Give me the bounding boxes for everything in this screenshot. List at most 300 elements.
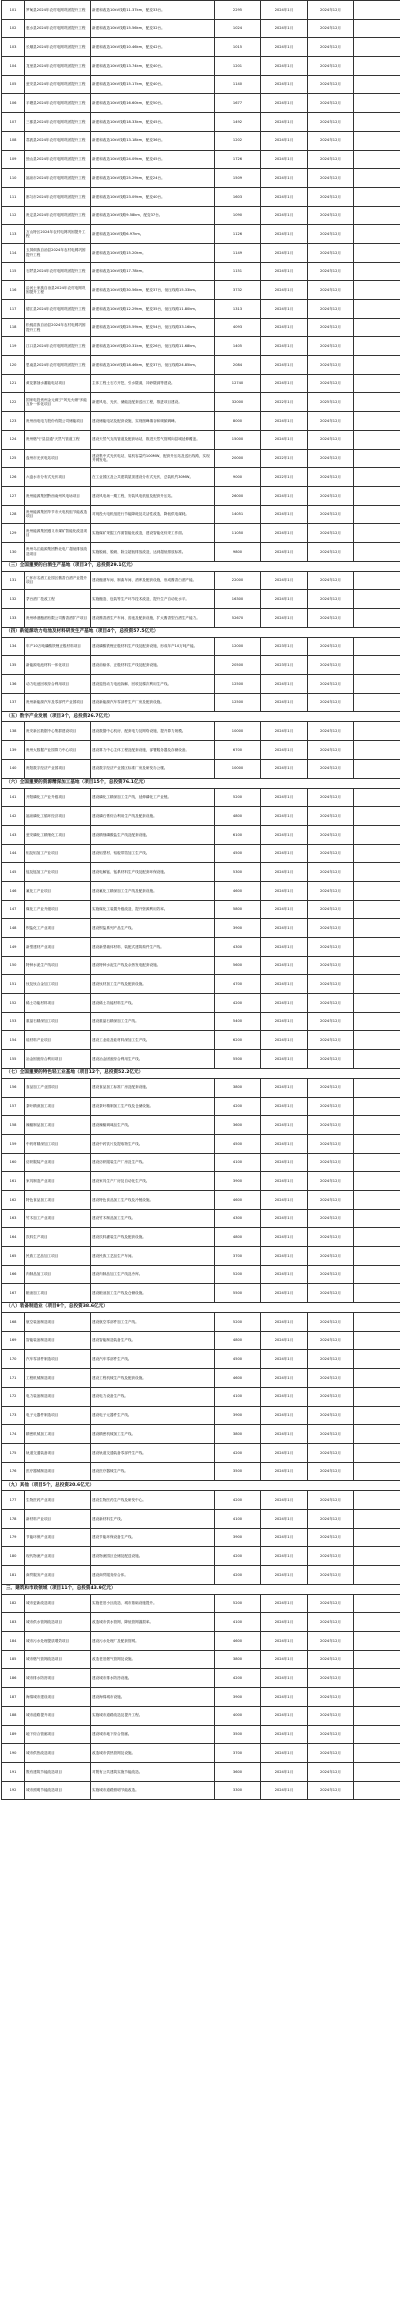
investment-cell: 1151 — [215, 262, 261, 281]
table-row — [2, 57, 400, 76]
row-number-cell: 113 — [2, 225, 25, 244]
end-date-cell: 2024年12月 — [308, 1509, 354, 1528]
section-title: （四）新能源动力电池及材料研发生产基地（项目4个，总投资57.5亿元） — [2, 627, 400, 637]
investment-cell: 3732 — [215, 281, 261, 300]
row-number-cell: 133 — [2, 609, 25, 628]
table-row — [2, 300, 400, 319]
row-number-cell: 189 — [2, 1725, 25, 1744]
row-number-cell: 178 — [2, 1509, 25, 1528]
responsible-unit-cell — [354, 1350, 400, 1369]
construction-content-cell: 建设物流园区仓储及配送设施。 — [91, 1547, 215, 1566]
section-header-row — [2, 778, 400, 788]
investment-cell: 5500 — [215, 1284, 261, 1303]
start-date-cell: 2024年1月 — [261, 609, 308, 628]
row-number-cell: 114 — [2, 243, 25, 262]
construction-content-cell: 建设钛材加工生产线及配套设施。 — [91, 975, 215, 994]
investment-cell: 15000 — [215, 430, 261, 449]
construction-content-cell: 建设储能电站及配套设施，实现削峰填谷和调频调峰。 — [91, 412, 215, 431]
end-date-cell: 2024年12月 — [308, 243, 354, 262]
investment-cell: 5200 — [215, 1265, 261, 1284]
responsible-unit-cell — [354, 994, 400, 1013]
end-date-cell: 2024年12月 — [308, 1528, 354, 1547]
construction-content-cell: 建设数字经济产业园区标准厂房及研发办公楼。 — [91, 759, 215, 778]
investment-cell: 4200 — [215, 1669, 261, 1688]
section-header-row — [2, 1584, 400, 1594]
row-number-cell: 163 — [2, 1209, 25, 1228]
end-date-cell: 2024年12月 — [308, 505, 354, 524]
construction-content-cell: 新建和改造10kV线路9.58km，配变37台。 — [91, 206, 215, 225]
end-date-cell: 2024年12月 — [308, 1491, 354, 1510]
table-row — [2, 393, 400, 412]
project-name-cell: 工程机械制造项目 — [25, 1369, 91, 1388]
project-name-cell: 瓮安县2024年农村电网巩固提升工程 — [25, 75, 91, 94]
project-name-cell: 贵州燃气"县县通"天然气管道工程 — [25, 430, 91, 449]
start-date-cell: 2024年1月 — [261, 1632, 308, 1651]
end-date-cell: 2024年12月 — [308, 38, 354, 57]
row-number-cell: 173 — [2, 1406, 25, 1425]
project-name-cell: 城市更新改造项目 — [25, 1594, 91, 1613]
start-date-cell: 2024年1月 — [261, 542, 308, 561]
row-number-cell: 101 — [2, 1, 25, 20]
project-table-page — [1, 0, 399, 1800]
table-row — [2, 975, 400, 994]
project-name-cell: 精密机械加工项目 — [25, 1425, 91, 1444]
start-date-cell: 2024年1月 — [261, 1350, 308, 1369]
project-name-cell: 石阡县2024年农村电网巩固提升工程 — [25, 262, 91, 281]
project-name-cell: 城市照明节能改造项目 — [25, 1781, 91, 1800]
row-number-cell: 172 — [2, 1387, 25, 1406]
section-header-row — [2, 712, 400, 722]
row-number-cell: 166 — [2, 1265, 25, 1284]
project-name-cell: 开阳磷化工产业升级项目 — [25, 788, 91, 807]
row-number-cell: 115 — [2, 262, 25, 281]
responsible-unit-cell — [354, 825, 400, 844]
construction-content-cell: 建设汽车零部件生产线。 — [91, 1350, 215, 1369]
responsible-unit-cell — [354, 1613, 400, 1632]
table-row — [2, 1706, 400, 1725]
end-date-cell: 2024年12月 — [308, 656, 354, 675]
end-date-cell: 2024年12月 — [308, 825, 354, 844]
start-date-cell: 2024年1月 — [261, 486, 308, 505]
project-name-cell: 节能环保产业项目 — [25, 1528, 91, 1547]
investment-cell: 5500 — [215, 1050, 261, 1069]
table-row — [2, 938, 400, 957]
project-name-cell: 特色食品加工项目 — [25, 1190, 91, 1209]
investment-cell: 1149 — [215, 243, 261, 262]
row-number-cell: 155 — [2, 1050, 25, 1069]
table-row — [2, 656, 400, 675]
row-number-cell: 134 — [2, 637, 25, 656]
construction-content-cell: 建设中药饮片及提取物生产线。 — [91, 1134, 215, 1153]
row-number-cell: 110 — [2, 169, 25, 188]
start-date-cell: 2024年1月 — [261, 1012, 308, 1031]
responsible-unit-cell — [354, 1744, 400, 1763]
investment-cell: 3500 — [215, 1725, 261, 1744]
table-row — [2, 807, 400, 826]
project-name-cell: 纺织服装产业项目 — [25, 1153, 91, 1172]
start-date-cell: 2024年1月 — [261, 881, 308, 900]
responsible-unit-cell — [354, 609, 400, 628]
investment-cell: 1509 — [215, 169, 261, 188]
construction-content-cell: 新建和改造10kV线路20.31km，配变26台，低压线路11.68km。 — [91, 337, 215, 356]
table-row — [2, 1265, 400, 1284]
table-row — [2, 881, 400, 900]
responsible-unit-cell — [354, 975, 400, 994]
table-row — [2, 505, 400, 524]
project-name-cell: 城市供水管网改造项目 — [25, 1613, 91, 1632]
row-number-cell: 144 — [2, 844, 25, 863]
project-name-cell: 重晶石精深加工项目 — [25, 1012, 91, 1031]
row-number-cell: 157 — [2, 1097, 25, 1116]
start-date-cell: 2024年1月 — [261, 206, 308, 225]
investment-cell: 4200 — [215, 1547, 261, 1566]
project-name-cell: 冶金固废综合利用项目 — [25, 1050, 91, 1069]
end-date-cell: 2024年12月 — [308, 1209, 354, 1228]
project-name-cell: 思南县2024年农村电网巩固提升工程 — [25, 356, 91, 375]
construction-content-cell: 建设节能环保设备生产线。 — [91, 1528, 215, 1547]
start-date-cell: 2024年1月 — [261, 571, 308, 590]
investment-cell: 4200 — [215, 994, 261, 1013]
construction-content-cell: 建设新型墙体材料、装配式建筑构件生产线。 — [91, 938, 215, 957]
construction-content-cell: 新建和改造10kV线路15.20km。 — [91, 243, 215, 262]
project-name-cell: 煤化工产业升级项目 — [25, 900, 91, 919]
investment-cell: 4200 — [215, 1443, 261, 1462]
responsible-unit-cell — [354, 38, 400, 57]
investment-cell: 5200 — [215, 1313, 261, 1332]
start-date-cell: 2024年1月 — [261, 412, 308, 431]
project-name-cell: 新能源电池材料一体化项目 — [25, 656, 91, 675]
investment-cell: 5200 — [215, 1594, 261, 1613]
responsible-unit-cell — [354, 1078, 400, 1097]
responsible-unit-cell — [354, 1387, 400, 1406]
section-header-row — [2, 561, 400, 571]
construction-content-cell: 建设污水处理厂及配套管网。 — [91, 1632, 215, 1651]
table-row — [2, 1050, 400, 1069]
responsible-unit-cell — [354, 759, 400, 778]
end-date-cell: 2024年12月 — [308, 449, 354, 468]
table-row — [2, 1491, 400, 1510]
construction-content-cell: 新建和改造10kV线路12.29km，配变35台，低压线路11.80km。 — [91, 300, 215, 319]
table-row — [2, 542, 400, 561]
end-date-cell: 2024年12月 — [308, 788, 354, 807]
responsible-unit-cell — [354, 1425, 400, 1444]
responsible-unit-cell — [354, 1688, 400, 1707]
section-header-row — [2, 1303, 400, 1313]
end-date-cell: 2024年12月 — [308, 169, 354, 188]
project-name-cell: 竹木加工产业项目 — [25, 1209, 91, 1228]
row-number-cell: 167 — [2, 1284, 25, 1303]
table-row — [2, 1632, 400, 1651]
investment-cell: 4100 — [215, 1613, 261, 1632]
investment-cell: 2084 — [215, 356, 261, 375]
responsible-unit-cell — [354, 1097, 400, 1116]
row-number-cell: 179 — [2, 1528, 25, 1547]
investment-cell: 12500 — [215, 675, 261, 694]
construction-content-cell: 新建风电、光伏、储能及配套送出工程，推进项目建设。 — [91, 393, 215, 412]
project-name-cell: 城市排水防涝项目 — [25, 1669, 91, 1688]
row-number-cell: 161 — [2, 1172, 25, 1191]
start-date-cell: 2024年1月 — [261, 300, 308, 319]
start-date-cell: 2024年1月 — [261, 131, 308, 150]
start-date-cell: 2024年1月 — [261, 1078, 308, 1097]
row-number-cell: 160 — [2, 1153, 25, 1172]
row-number-cell: 165 — [2, 1247, 25, 1266]
table-row — [2, 1781, 400, 1800]
table-row — [2, 1134, 400, 1153]
construction-content-cell: 建设冶金固废综合利用生产线。 — [91, 1050, 215, 1069]
responsible-unit-cell — [354, 1369, 400, 1388]
start-date-cell: 2024年1月 — [261, 788, 308, 807]
responsible-unit-cell — [354, 788, 400, 807]
start-date-cell: 2024年1月 — [261, 505, 308, 524]
investment-cell: 1201 — [215, 57, 261, 76]
investment-cell: 3900 — [215, 1406, 261, 1425]
construction-content-cell: 建设粮油加工生产线及仓储设施。 — [91, 1284, 215, 1303]
table-row — [2, 741, 400, 760]
responsible-unit-cell — [354, 1313, 400, 1332]
start-date-cell: 2024年1月 — [261, 1209, 308, 1228]
section-title: （五）数字产业发展（项目3个，总投资26.7亿元） — [2, 712, 400, 722]
end-date-cell: 2024年12月 — [308, 412, 354, 431]
project-table — [1, 0, 400, 1800]
investment-cell: 2295 — [215, 1, 261, 20]
end-date-cell: 2024年12月 — [308, 1331, 354, 1350]
row-number-cell: 182 — [2, 1594, 25, 1613]
end-date-cell: 2024年12月 — [308, 590, 354, 609]
table-row — [2, 1547, 400, 1566]
responsible-unit-cell — [354, 318, 400, 337]
responsible-unit-cell — [354, 94, 400, 113]
row-number-cell: 116 — [2, 281, 25, 300]
row-number-cell: 128 — [2, 505, 25, 524]
row-number-cell: 129 — [2, 524, 25, 543]
end-date-cell: 2024年12月 — [308, 374, 354, 393]
construction-content-cell: 建设茶叶精制加工生产线及仓储设施。 — [91, 1097, 215, 1116]
end-date-cell: 2024年12月 — [308, 1566, 354, 1585]
responsible-unit-cell — [354, 1669, 400, 1688]
row-number-cell: 148 — [2, 919, 25, 938]
start-date-cell: 2024年1月 — [261, 150, 308, 169]
end-date-cell: 2024年12月 — [308, 1706, 354, 1725]
project-name-cell: 航空装备制造项目 — [25, 1313, 91, 1332]
end-date-cell: 2024年12月 — [308, 1443, 354, 1462]
investment-cell: 14051 — [215, 505, 261, 524]
investment-cell: 1405 — [215, 337, 261, 356]
investment-cell: 1603 — [215, 187, 261, 206]
end-date-cell: 2024年12月 — [308, 1613, 354, 1632]
construction-content-cell: 新建和改造10kV线路15.56km，配变32台。 — [91, 19, 215, 38]
construction-content-cell: 新建和改造10kV线路23.09km，配变40台。 — [91, 187, 215, 206]
end-date-cell: 2024年12月 — [308, 1153, 354, 1172]
start-date-cell: 2024年1月 — [261, 1190, 308, 1209]
investment-cell: 1677 — [215, 94, 261, 113]
responsible-unit-cell — [354, 356, 400, 375]
end-date-cell: 2024年12月 — [308, 1190, 354, 1209]
end-date-cell: 2024年12月 — [308, 75, 354, 94]
project-name-cell: 现代物流产业项目 — [25, 1547, 91, 1566]
project-name-cell: 中药材精深加工项目 — [25, 1134, 91, 1153]
construction-content-cell: 在工业园区及公共建筑屋顶建设分布式光伏，总装机约30MW。 — [91, 468, 215, 487]
project-name-cell: 德江县2024年农村电网巩固提升工程 — [25, 300, 91, 319]
investment-cell: 1726 — [215, 150, 261, 169]
construction-content-cell: 实施煤化工装置升级改造，提升资源利用效率。 — [91, 900, 215, 919]
end-date-cell: 2024年12月 — [308, 1228, 354, 1247]
table-row — [2, 374, 400, 393]
responsible-unit-cell — [354, 1228, 400, 1247]
start-date-cell: 2024年1月 — [261, 693, 308, 712]
table-row — [2, 1313, 400, 1332]
responsible-unit-cell — [354, 1331, 400, 1350]
project-name-cell: 氟化工产业项目 — [25, 881, 91, 900]
row-number-cell: 108 — [2, 131, 25, 150]
project-name-cell: 粮油加工项目 — [25, 1284, 91, 1303]
end-date-cell: 2024年12月 — [308, 524, 354, 543]
end-date-cell: 2024年12月 — [308, 1265, 354, 1284]
start-date-cell: 2024年1月 — [261, 225, 308, 244]
construction-content-cell: 建设特色食品加工生产线及冷链设施。 — [91, 1190, 215, 1209]
project-name-cell: 沿河土家族自治县2024年农村电网巩固提升工程 — [25, 281, 91, 300]
responsible-unit-cell — [354, 1706, 400, 1725]
end-date-cell: 2024年12月 — [308, 1425, 354, 1444]
responsible-unit-cell — [354, 844, 400, 863]
construction-content-cell: 新建和改造10kV线路25.29km，配变24台。 — [91, 169, 215, 188]
investment-cell: 4000 — [215, 1706, 261, 1725]
start-date-cell: 2024年1月 — [261, 1265, 308, 1284]
end-date-cell: 2024年12月 — [308, 571, 354, 590]
construction-content-cell: 建设智能制造装备生产线。 — [91, 1331, 215, 1350]
investment-cell: 4500 — [215, 844, 261, 863]
investment-cell: 5800 — [215, 900, 261, 919]
start-date-cell: 2024年1月 — [261, 844, 308, 863]
table-row — [2, 281, 400, 300]
start-date-cell: 2024年1月 — [261, 1725, 308, 1744]
end-date-cell: 2024年12月 — [308, 609, 354, 628]
investment-cell: 3600 — [215, 1116, 261, 1135]
investment-cell: 3300 — [215, 1781, 261, 1800]
responsible-unit-cell — [354, 1265, 400, 1284]
construction-content-cell: 建设航空零部件加工生产线。 — [91, 1313, 215, 1332]
row-number-cell: 150 — [2, 956, 25, 975]
investment-cell: 4700 — [215, 975, 261, 994]
row-number-cell: 183 — [2, 1613, 25, 1632]
project-name-cell: 贵州西电电力股份有限公司储能项目 — [25, 412, 91, 431]
construction-content-cell: 建设商贸服务综合体。 — [91, 1566, 215, 1585]
start-date-cell: 2024年1月 — [261, 1491, 308, 1510]
table-row — [2, 1406, 400, 1425]
row-number-cell: 169 — [2, 1331, 25, 1350]
investment-cell: 3800 — [215, 1650, 261, 1669]
section-header-row — [2, 627, 400, 637]
table-row — [2, 225, 400, 244]
start-date-cell: 2024年1月 — [261, 1031, 308, 1050]
construction-content-cell: 建设医疗器械生产线。 — [91, 1462, 215, 1481]
project-name-cell: 铝及铝加工产业项目 — [25, 844, 91, 863]
project-name-cell: 长顺县2024年农村电网巩固提升工程 — [25, 38, 91, 57]
start-date-cell: 2024年1月 — [261, 1425, 308, 1444]
construction-content-cell: 实施城市道路改造及提升工程。 — [91, 1706, 215, 1725]
table-row — [2, 1369, 400, 1388]
table-row — [2, 1284, 400, 1303]
start-date-cell: 2024年1月 — [261, 262, 308, 281]
responsible-unit-cell — [354, 1134, 400, 1153]
responsible-unit-cell — [354, 337, 400, 356]
investment-cell: 4100 — [215, 1153, 261, 1172]
responsible-unit-cell — [354, 75, 400, 94]
construction-content-cell: 建设电力设备生产线。 — [91, 1387, 215, 1406]
project-name-cell: 都匀市2024年农村电网巩固提升工程 — [25, 187, 91, 206]
row-number-cell: 153 — [2, 1012, 25, 1031]
table-row — [2, 1509, 400, 1528]
investment-cell: 12500 — [215, 693, 261, 712]
construction-content-cell: 改造城市供水管网，降低管网漏损率。 — [91, 1613, 215, 1632]
end-date-cell: 2024年12月 — [308, 225, 354, 244]
end-date-cell: 2024年12月 — [308, 919, 354, 938]
investment-cell: 3900 — [215, 1528, 261, 1547]
start-date-cell: 2024年1月 — [261, 1613, 308, 1632]
table-row — [2, 590, 400, 609]
row-number-cell: 147 — [2, 900, 25, 919]
construction-content-cell: 新建和改造10kV线路13.18km，配变36台。 — [91, 131, 215, 150]
row-number-cell: 177 — [2, 1491, 25, 1510]
project-name-cell: 动力电池回收综合利用项目 — [25, 675, 91, 694]
end-date-cell: 2024年12月 — [308, 19, 354, 38]
table-row — [2, 1153, 400, 1172]
table-row — [2, 1462, 400, 1481]
table-row — [2, 468, 400, 487]
investment-cell: 4093 — [215, 318, 261, 337]
project-name-cell: 贵安新区数据中心集群建设项目 — [25, 722, 91, 741]
end-date-cell: 2024年12月 — [308, 57, 354, 76]
end-date-cell: 2024年12月 — [308, 1762, 354, 1781]
row-number-cell: 191 — [2, 1762, 25, 1781]
row-number-cell: 137 — [2, 693, 25, 712]
construction-content-cell: 建设辣椒调味品生产线。 — [91, 1116, 215, 1135]
responsible-unit-cell — [354, 741, 400, 760]
section-title: （七）全国重要的特色轻工业基地（项目12个，总投资52.2亿元） — [2, 1068, 400, 1078]
responsible-unit-cell — [354, 1547, 400, 1566]
end-date-cell: 2024年12月 — [308, 1247, 354, 1266]
responsible-unit-cell — [354, 571, 400, 590]
start-date-cell: 2024年1月 — [261, 741, 308, 760]
start-date-cell: 2024年1月 — [261, 1509, 308, 1528]
start-date-cell: 2022年1月 — [261, 393, 308, 412]
row-number-cell: 171 — [2, 1369, 25, 1388]
investment-cell: 1140 — [215, 75, 261, 94]
responsible-unit-cell — [354, 693, 400, 712]
responsible-unit-cell — [354, 1781, 400, 1800]
row-number-cell: 136 — [2, 675, 25, 694]
start-date-cell: 2024年1月 — [261, 1669, 308, 1688]
start-date-cell: 2024年1月 — [261, 1172, 308, 1191]
project-name-cell: 肉制品加工项目 — [25, 1265, 91, 1284]
table-row — [2, 759, 400, 778]
row-number-cell: 176 — [2, 1462, 25, 1481]
project-name-cell: 年产10万吨磷酸铁锂正极材料项目 — [25, 637, 91, 656]
project-name-cell: 贵州能源集团黔西南州风电场项目 — [25, 486, 91, 505]
investment-cell: 6100 — [215, 825, 261, 844]
project-name-cell: 城市污水处理提质增效项目 — [25, 1632, 91, 1651]
responsible-unit-cell — [354, 1153, 400, 1172]
end-date-cell: 2024年12月 — [308, 356, 354, 375]
project-name-cell: 医疗器械制造项目 — [25, 1462, 91, 1481]
project-name-cell: 钛及钛合金加工项目 — [25, 975, 91, 994]
end-date-cell: 2024年12月 — [308, 1012, 354, 1031]
project-name-cell: 松桃苗族自治县2024年农村电网巩固提升工程 — [25, 318, 91, 337]
end-date-cell: 2024年12月 — [308, 318, 354, 337]
table-row — [2, 675, 400, 694]
project-name-cell: 特种水泥生产线项目 — [25, 956, 91, 975]
investment-cell: 9000 — [215, 468, 261, 487]
